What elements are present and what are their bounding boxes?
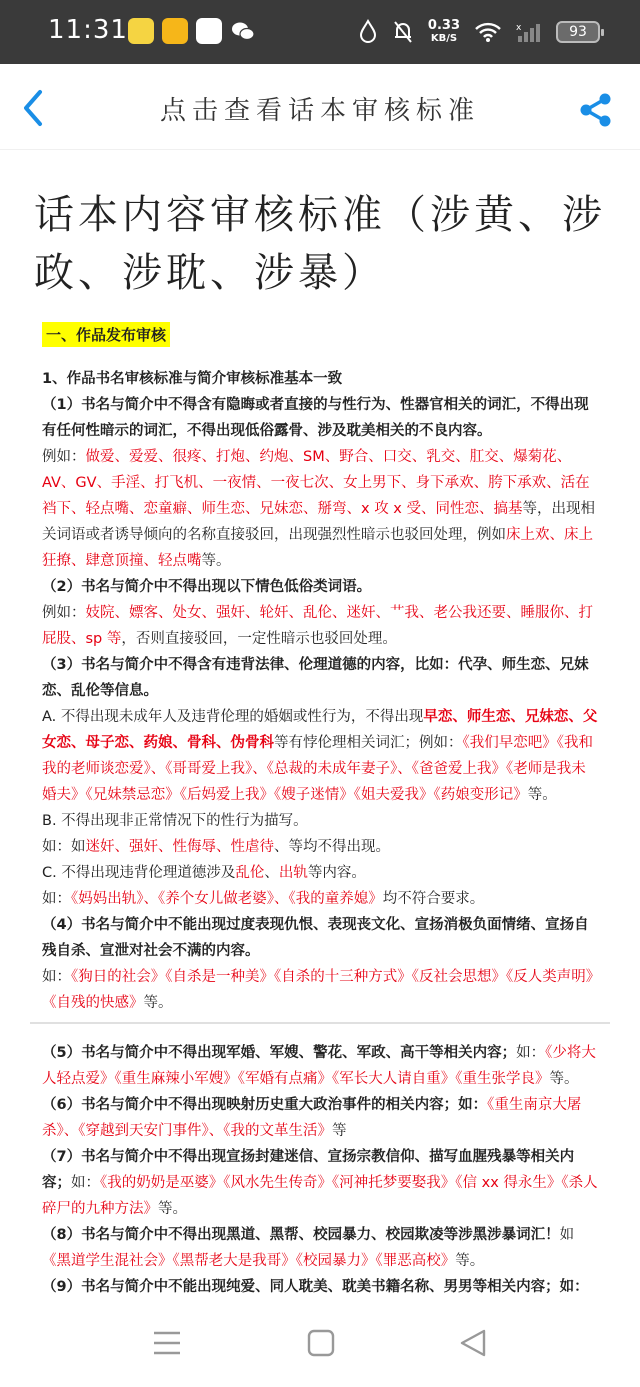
menu-icon	[152, 1328, 182, 1358]
rule-2: （2）书名与简介中不得出现以下情色低俗类词语。	[42, 579, 372, 595]
rule-7: （7）书名与简介中不得出现宣扬封建迷信、宣扬宗教信仰、描写血腥残暴等相关内容；如：《我的奶奶是巫婆》《风水先生传奇》《河神托梦要娶我》《信 xx 得永生》《杀人碎尸的九种方法》等。	[42, 1149, 598, 1217]
data-saver-icon	[358, 19, 378, 45]
back-nav-button[interactable]	[458, 1328, 488, 1358]
app-notification-icon-1	[128, 18, 154, 44]
document-view[interactable]	[0, 150, 640, 1300]
home-button[interactable]	[306, 1328, 336, 1358]
rule-3: （3）书名与简介中不得含有违背法律、伦理道德的内容，比如：代孕、师生恋、兄妹恋、乱伦等信息。	[42, 657, 589, 699]
wifi-icon	[474, 21, 502, 43]
rule-2-examples: 例如：妓院、嫖客、处女、强奸、轮奸、乱伦、迷奸、艹我、老公我还要、睡服你、打屁股、sp 等，否则直接驳回，一定性暗示也驳回处理。	[42, 605, 593, 647]
rule-1: （1）书名与简介中不得含有隐晦或者直接的与性行为、性器官相关的词汇，不得出现有任何性暗示的词汇，不得出现低俗露骨、涉及耽美相关的不良内容。	[42, 397, 589, 439]
page-title: 点击查看话本审核标准	[159, 96, 480, 126]
rule-4: （4）书名与简介中不能出现过度表现仇恨、表现丧文化、宣扬消极负面情绪、宣扬自残自杀、宣泄对社会不满的内容。	[42, 917, 589, 959]
page-divider	[30, 1022, 610, 1024]
section-heading: 一、作品发布审核	[42, 322, 170, 347]
rule-3b: B. 不得出现非正常情况下的性行为描写。	[42, 813, 308, 829]
app-notification-icon-3	[196, 18, 222, 44]
app-bar	[0, 64, 640, 150]
rule-8: （8）书名与简介中不得出现黑道、黑帮、校园暴力、校园欺凌等涉黑涉暴词汇！如《黑道学生混社会》《黑帮老大是我哥》《校园暴力》《罪恶高校》等。	[42, 1227, 575, 1269]
system-nav-bar	[0, 1300, 640, 1387]
svg-text:x: x	[516, 23, 522, 33]
cell-signal-icon	[516, 21, 542, 43]
mute-bell-icon	[392, 19, 414, 45]
subsection-heading: 1、作品书名审核标准与简介审核标准基本一致	[42, 371, 343, 387]
rule-3c-examples: 如：《妈妈出轨》、《养个女儿做老婆》、《我的童养媳》均不符合要求。	[42, 891, 485, 907]
net-speed: 0.33 KB/S	[427, 18, 460, 44]
rule-5: （5）书名与简介中不得出现军婚、军嫂、警花、军政、高干等相关内容；如：《少将大人轻点爱》《重生麻辣小军嫂》《军婚有点痛》《军长大人请自重》《重生张学良》等。	[42, 1045, 596, 1087]
document-body	[42, 366, 598, 1326]
document-title: 话本内容审核标准（涉黄、涉政、涉耽、涉暴）	[34, 192, 606, 296]
back-triangle-icon	[458, 1328, 488, 1358]
rule-3a: A. 不得出现未成年人及违背伦理的婚姻或性行为，不得出现早恋、师生恋、兄妹恋、父女恋、母子恋、药娘、骨科、伪骨科等有悖伦理相关词汇；例如：《我们早恋吧》《我和我的老师谈恋爱》、《哥哥爱上我》、《总裁的未成年妻子》、《爸爸爱上我》《老师是我未婚夫》《兄妹禁忌恋》《后妈爱上我》《嫂子迷情》《姐夫爱我》《药娘变形记》等。	[42, 709, 598, 803]
wechat-icon	[230, 18, 256, 44]
rule-3b-examples: 如：如迷奸、强奸、性侮辱、性虐待、等均不得出现。	[42, 839, 390, 855]
app-notification-icon-2	[162, 18, 188, 44]
status-time: 11:31	[48, 15, 128, 45]
rule-4-examples: 如：《狗日的社会》《自杀是一种美》《自杀的十三种方式》《反社会思想》《反人类声明》《自残的快感》等。	[42, 969, 593, 1011]
status-indicators	[358, 16, 600, 48]
rule-6: （6）书名与简介中不得出现映射历史重大政治事件的相关内容；如：《重生南京大屠杀》、《穿越到天安门事件》、《我的文革生活》等	[42, 1097, 582, 1139]
share-button[interactable]	[578, 92, 614, 128]
battery-indicator: 93	[556, 21, 600, 43]
status-bar	[0, 0, 640, 64]
share-icon	[578, 92, 614, 128]
home-square-icon	[306, 1328, 336, 1358]
rule-3c: C. 不得出现违背伦理道德涉及乱伦、出轨等内容。	[42, 865, 366, 881]
recents-button[interactable]	[152, 1328, 182, 1358]
rule-9: （9）书名与简介中不能出现纯爱、同人耽美、耽美书籍名称、男男等相关内容；如：	[42, 1279, 589, 1295]
rule-1-examples: 例如：做爱、爱爱、很疼、打炮、约炮、SM、野合、口交、乳交、肛交、爆菊花、AV、GV、手淫、打飞机、一夜情、一夜七次、女上男下、身下承欢、胯下承欢、活在裆下、轻点嘴、恋童癖、师生恋、兄妹恋、掰弯、x 攻 x 受、同性恋、搞基等，出现相关词语或者诱导倾向的名称直接驳回，出现强烈性暗示也驳回处理，例如床上欢、床上狂撩、肆意顶撞、轻点嘴等。	[42, 449, 595, 569]
